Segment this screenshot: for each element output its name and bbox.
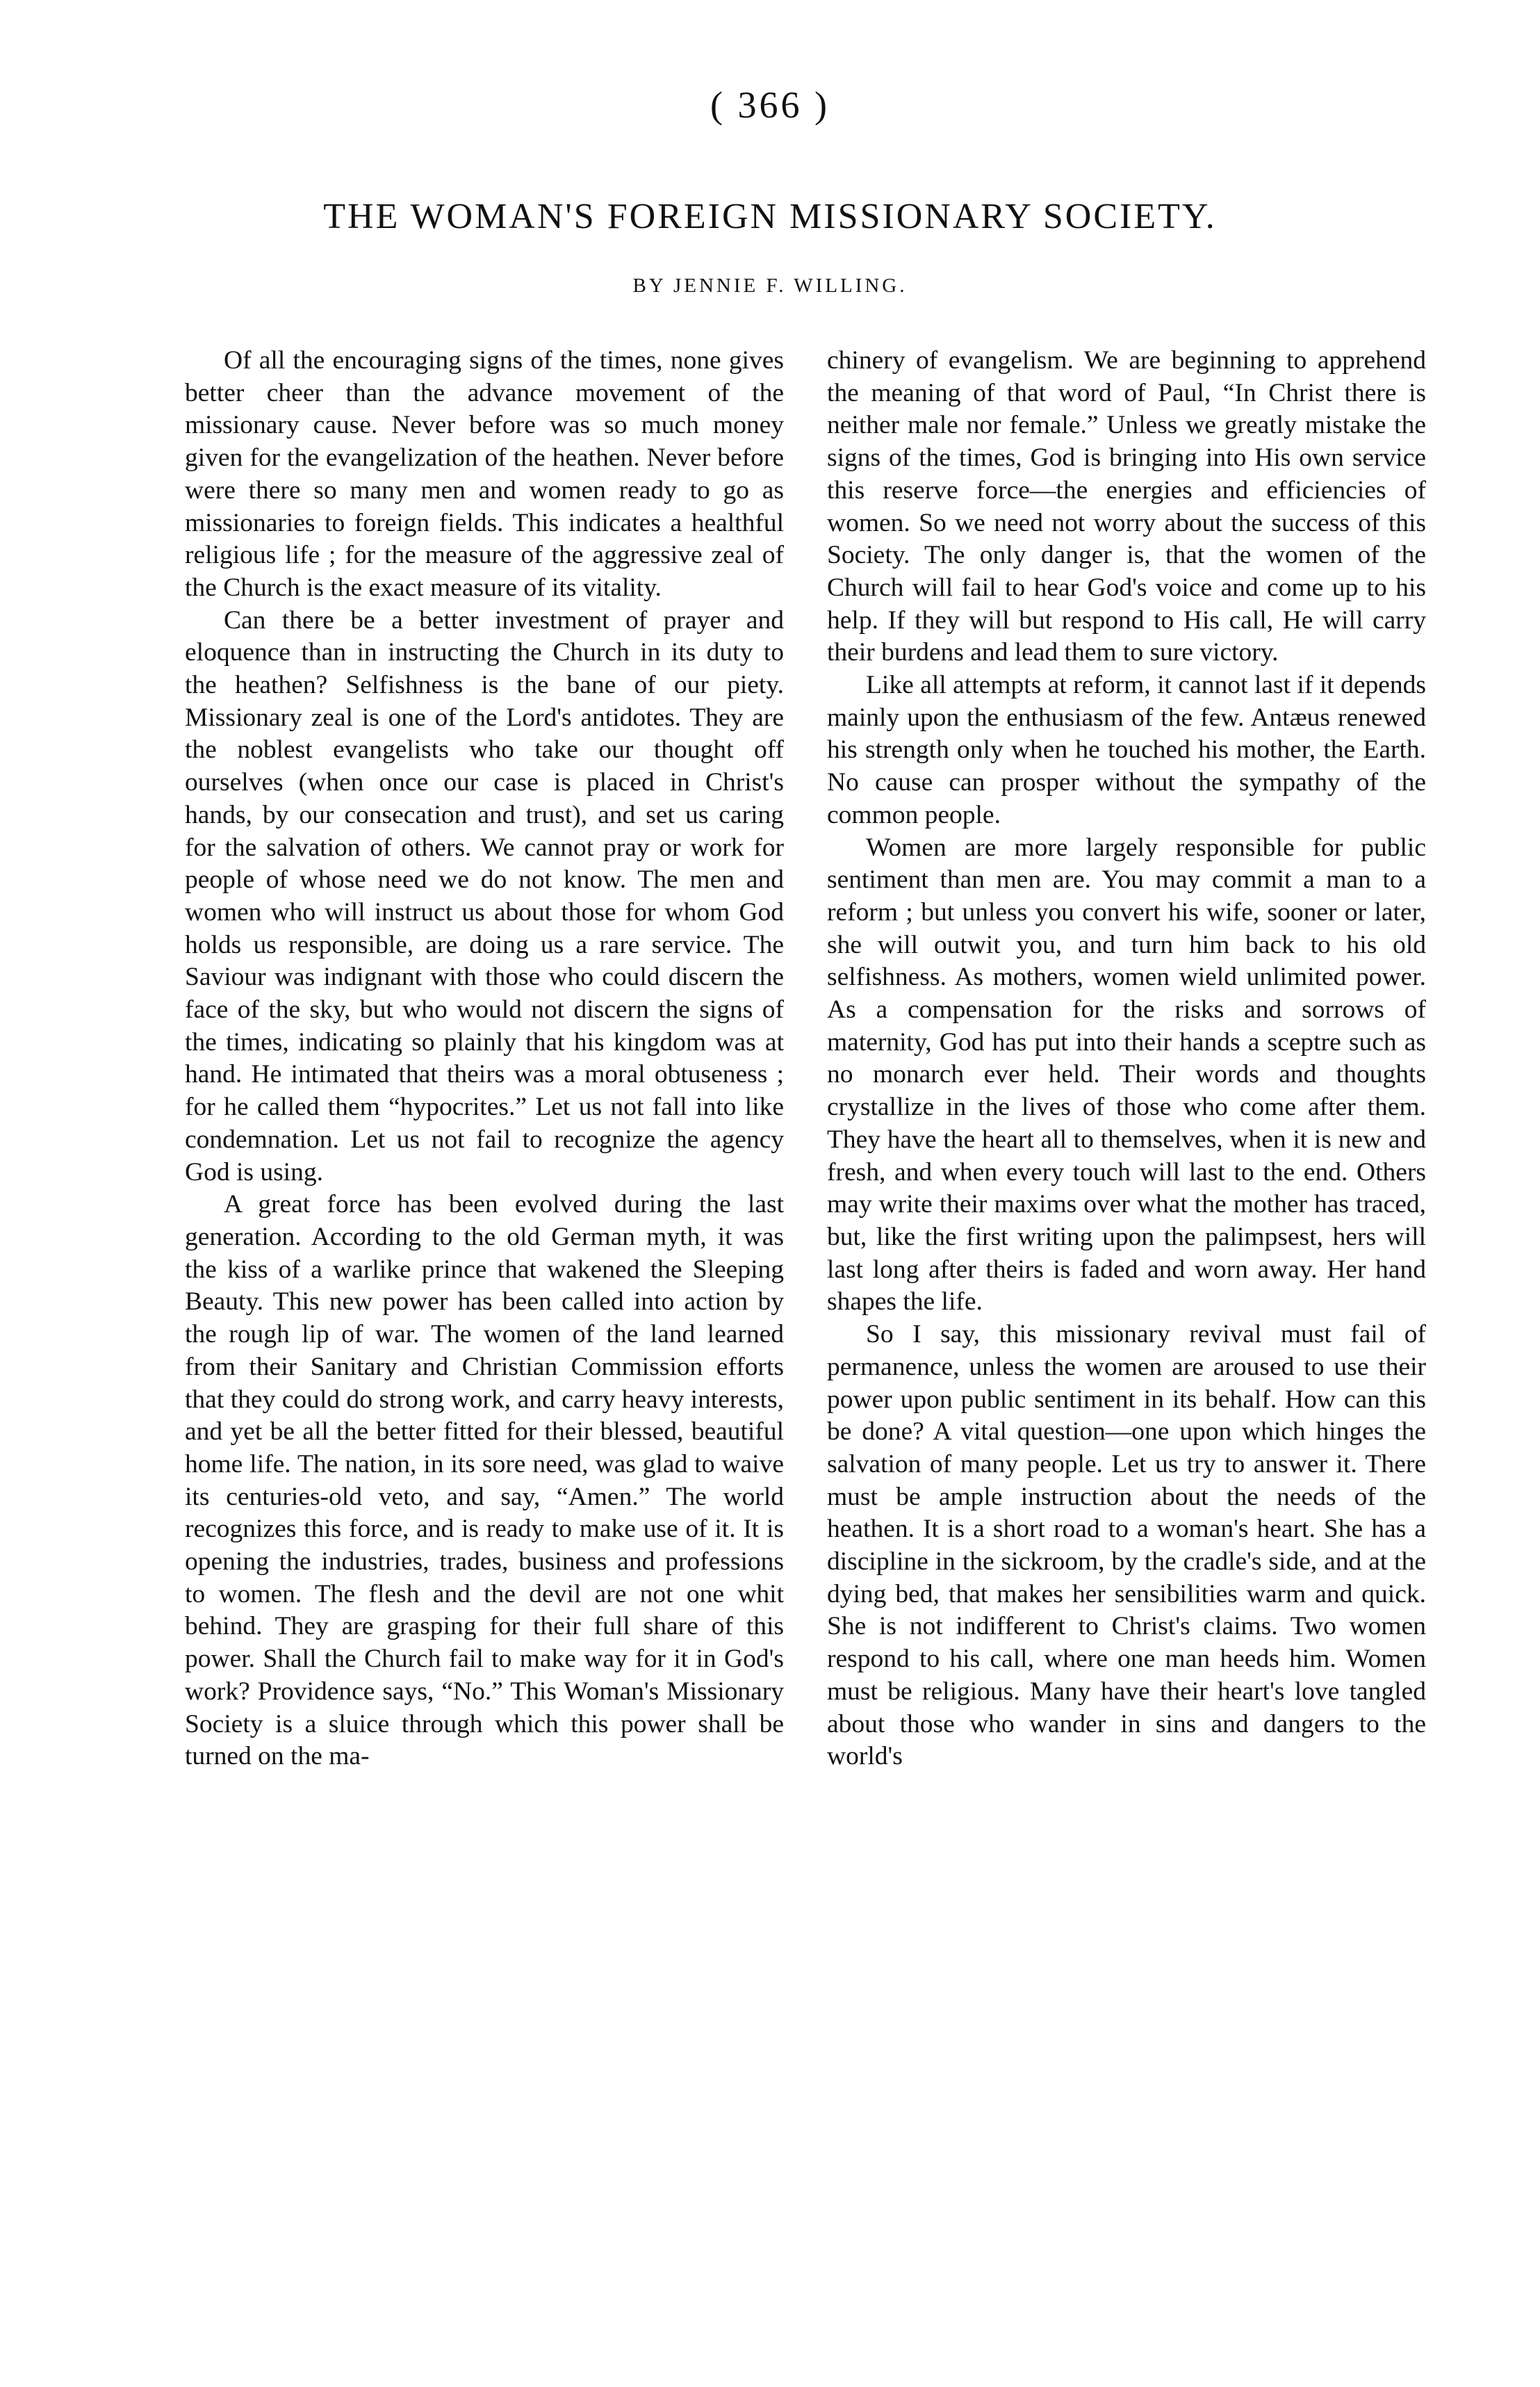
left-column xyxy=(185,345,784,2354)
paragraph: Like all attempts at reform, it cannot last if it depends mainly upon the enthusiasm of the few. Antæus renewed his strength only when he touched his mother, the Earth. No cause can prosper without the sympathy of the common people. xyxy=(827,671,1426,829)
paragraph: Can there be a better investment of prayer and eloquence than in instructing the Church in its duty to the heathen? Selfishness is the bane of our piety. Missionary zeal is one of the Lord's antidotes. They are the noblest evangelists who take our thought off ourselves (when once our case is placed in Christ's hands, by our consecation and trust), and set us caring for the salvation of others. We cannot pray or work for people of whose need we do not know. The men and women who will instruct us about those for whom God holds us responsible, are doing us a rare service. The Saviour was indignant with those who could discern the face of the sky, but who would not discern the signs of the times, indicating so plainly that his kingdom was at hand. He intimated that theirs was a moral obtuseness ; for he called them “hypocrites.” Let us not fall into like condemnation. Let us not fail to recognize the agency God is using. xyxy=(185,605,784,1187)
author-byline: BY JENNIE F. WILLING. xyxy=(632,275,908,297)
paragraph: Women are more largely responsible for public sentiment than men are. You may commit a man to a reform ; but unless you convert his wife, sooner or later, she will outwit you, and turn him back to his old selfishness. As mothers, women wield unlimited power. As a compensation for the risks and sorrows of maternity, God has put into their hands a sceptre such as no monarch ever held. Their words and thoughts crystallize in the lives of those who come after them. They have the heart all to themselves, when it is new and fresh, and when every touch will last to the end. Others may write their maxims over what the mother has traced, but, like the first writing upon the palimpsest, hers will last long after theirs is faded and worn away. Her hand shapes the life. xyxy=(827,833,1426,1317)
article-title: THE WOMAN'S FOREIGN MISSIONARY SOCIETY. xyxy=(323,197,1217,236)
paragraph: So I say, this missionary revival must fail of permanence, unless the women are aroused to use their power upon public sentiment in its behalf. How can this be done? A vital question—one upon which hinges the salvation of many people. Let us try to answer it. There must be ample instruction about the needs of the heathen. It is a short road to a woman's heart. She has a discipline in the sickroom, by the cradle's side, and at the dying bed, that makes her sensibilities warm and quick. She is not indifferent to Christ's claims. Two women respond to his call, where one man heeds him. Women must be religious. Many have their heart's love tangled about those who wander in sins and dangers to the world's xyxy=(827,1320,1426,1771)
right-column xyxy=(827,345,1426,2354)
paragraph: Of all the encouraging signs of the times, none gives better cheer than the advance movement of the missionary cause. Never before was so much money given for the evangelization of the heathen. Never before were there so many men and women ready to go as missionaries to foreign fields. This indicates a healthful religious life ; for the measure of the aggressive zeal of the Church is the exact measure of its vitality. xyxy=(185,346,784,602)
paragraph: A great force has been evolved during the last generation. According to the old German myth, it was the kiss of a warlike prince that wakened the Sleeping Beauty. This new power has been called into action by the rough lip of war. The women of the land learned from their Sanitary and Christian Commission efforts that they could do strong work, and carry heavy interests, and yet be all the better fitted for their blessed, beautiful home life. The nation, in its sore need, was glad to waive its centuries-old veto, and say, “Amen.” The world recognizes this force, and is ready to make use of it. It is opening the industries, trades, business and professions to women. The flesh and the devil are not one whit behind. They are grasping for their full share of this power. Shall the Church fail to make way for it in God's work? Providence says, “No.” This Woman's Missionary Society is a sluice through which this power shall be turned on the ma- xyxy=(185,1190,784,1771)
paragraph: chinery of evangelism. We are beginning to apprehend the meaning of that word of Paul, “In Christ there is neither male nor female.” Unless we greatly mistake the signs of the times, God is bringing into His own service this reserve force—the energies and efficiencies of women. So we need not worry about the success of this Society. The only danger is, that the women of the Church will fail to hear God's voice and come up to his help. If they will but respond to His call, He will carry their burdens and lead them to sure victory. xyxy=(827,346,1426,667)
page-number: ( 366 ) xyxy=(710,84,830,126)
